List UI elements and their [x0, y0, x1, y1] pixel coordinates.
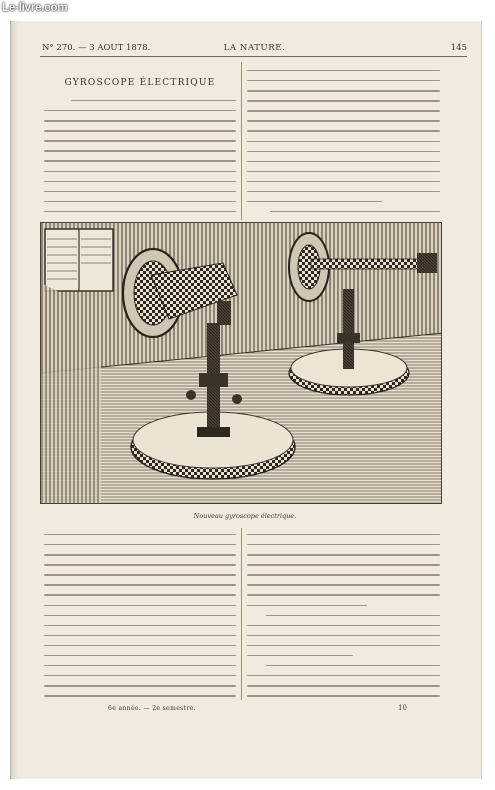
watermark-logo: Le-livre.com [2, 2, 68, 14]
page-gutter-shadow [10, 21, 18, 779]
signature-mark: 10 [398, 704, 407, 712]
page-number: 145 [450, 43, 467, 53]
body-text-lower-right [247, 534, 440, 705]
article-title: GYROSCOPE ÉLECTRIQUE [64, 78, 216, 88]
magazine-name: LA NATURE. [223, 43, 286, 53]
engraving-illustration [40, 222, 442, 504]
figure-caption: Nouveau gyroscope électrique. [193, 512, 297, 520]
body-text-lower-left [44, 534, 236, 705]
footer-volume-note: 6e année. — 2e semestre. [108, 705, 196, 712]
body-text-upper-right [247, 70, 440, 221]
column-divider-top [241, 62, 242, 220]
header-rule [40, 56, 467, 57]
issue-number: N° 270. — 3 AOUT 1878. [42, 43, 151, 53]
body-text-upper-left [44, 100, 236, 221]
running-head [42, 43, 467, 55]
column-divider-bottom [241, 528, 242, 700]
